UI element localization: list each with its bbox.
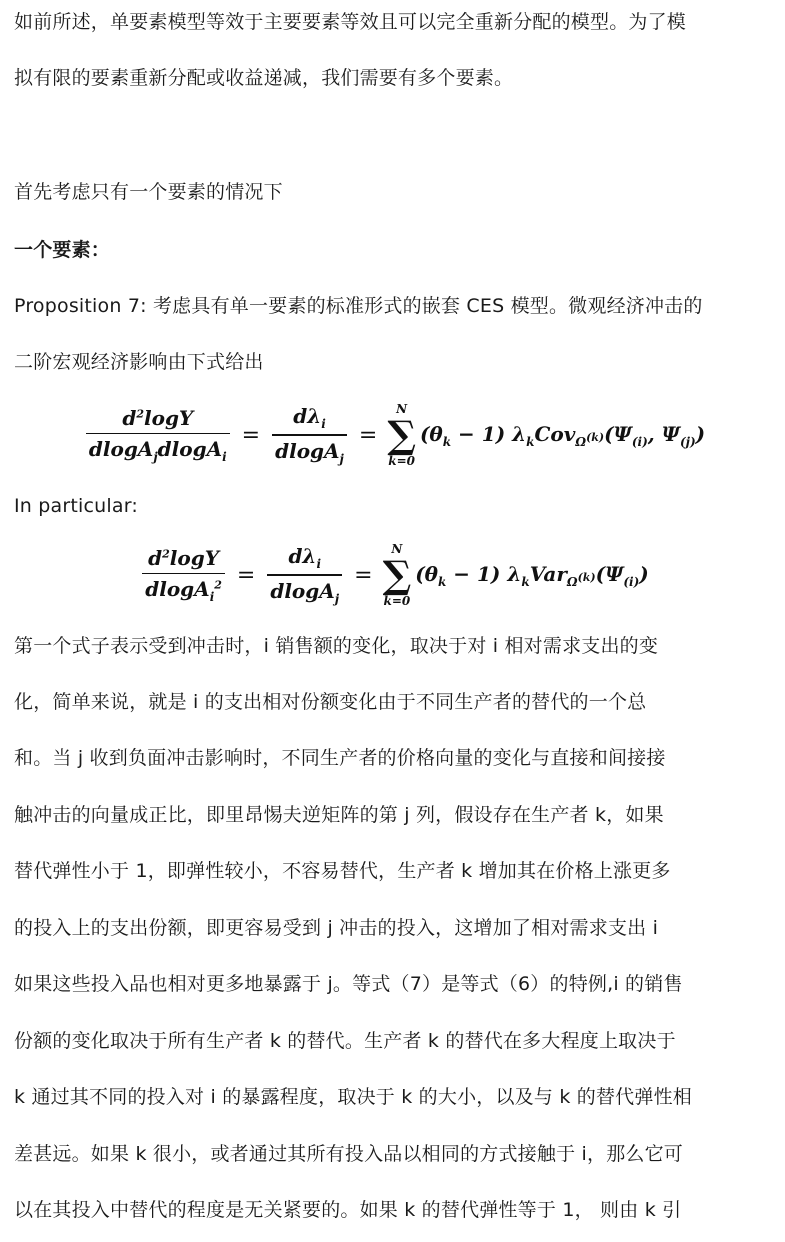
body-line: 的投入上的支出份额，即更容易受到 j 冲击的投入，这增加了相对需求支出 i — [14, 917, 659, 939]
eq2-summation: N ∑ k=0 — [382, 542, 412, 608]
equation-1 — [0, 396, 785, 474]
section-heading: 一个要素： — [14, 239, 111, 261]
proposition-line-1: Proposition 7: 考虑具有单一要素的标准形式的嵌套 CES 模型。微观经济冲击的 — [14, 295, 703, 317]
eq1-mid-fraction: $\frac{d\lambda_i}{dlogA_j}$ — [272, 404, 347, 466]
body-line: k 通过其不同的投入对 i 的暴露程度，取决于 k 的大小，以及与 k 的替代弹性相 — [14, 1086, 692, 1108]
body-line: 替代弹性小于 1，即弹性较小，不容易替代，生产者 k 增加其在价格上涨更多 — [14, 860, 671, 882]
in-particular-label: In particular: — [14, 495, 139, 517]
equation-2 — [0, 536, 785, 614]
body-line: 以在其投入中替代的程度是无关紧要的。如果 k 的替代弹性等于 1， 则由 k 引 — [14, 1199, 682, 1221]
equals-sign: = — [241, 422, 261, 448]
paragraph-1-line-2: 拟有限的要素重新分配或收益递减，我们需要有多个要素。 — [14, 67, 514, 89]
equals-sign: = — [354, 562, 373, 588]
eq2-mid-fraction: $\frac{d\lambda_i}{dlogA_j}$ — [267, 544, 342, 606]
eq1-lhs-fraction: $\frac{d^2\log Y}{dlogA_jdlogA_i}$ — [86, 406, 230, 465]
proposition-line-2: 二阶宏观经济影响由下式给出 — [14, 351, 264, 373]
body-line: 触冲击的向量成正比，即里昂惕夫逆矩阵的第 j 列，假设存在生产者 k，如果 — [14, 804, 664, 826]
body-line: 化，简单来说，就是 i 的支出相对份额变化由于不同生产者的替代的一个总 — [14, 691, 647, 713]
eq1-summation: N ∑ k=0 — [387, 402, 416, 468]
equals-sign: = — [236, 562, 256, 588]
body-line: 份额的变化取决于所有生产者 k 的替代。生产者 k 的替代在多大程度上取决于 — [14, 1030, 676, 1052]
equals-sign: = — [358, 422, 378, 448]
eq2-lhs-fraction: $\frac{d^2\log Y}{dlogA_i^2}$ — [142, 546, 225, 605]
body-line: 如果这些投入品也相对更多地暴露于 j。等式（7）是等式（6）的特例,i 的销售 — [14, 973, 683, 995]
eq2-term: $(\theta_k - 1)$ $\lambda_kVar_{\Omega^{(k)}}(\Psi_{(i)})$ — [415, 561, 649, 589]
paragraph-1-line-1: 如前所述，单要素模型等效于主要要素等效且可以完全重新分配的模型。为了模 — [14, 11, 687, 33]
body-line: 差甚远。如果 k 很小，或者通过其所有投入品以相同的方式接触于 i，那么它可 — [14, 1143, 684, 1165]
eq1-term: $(\theta_k - 1)$ $\lambda_kCov_{\Omega^{(k)}}(\Psi_{(i)}$, $\Psi_{(j)}$) — [419, 421, 706, 449]
paragraph-2: 首先考虑只有一个要素的情况下 — [14, 181, 283, 203]
body-line: 第一个式子表示受到冲击时，i 销售额的变化，取决于对 i 相对需求支出的变 — [14, 635, 659, 657]
body-line: 和。当 j 收到负面冲击影响时，不同生产者的价格向量的变化与直接和间接接 — [14, 747, 666, 769]
